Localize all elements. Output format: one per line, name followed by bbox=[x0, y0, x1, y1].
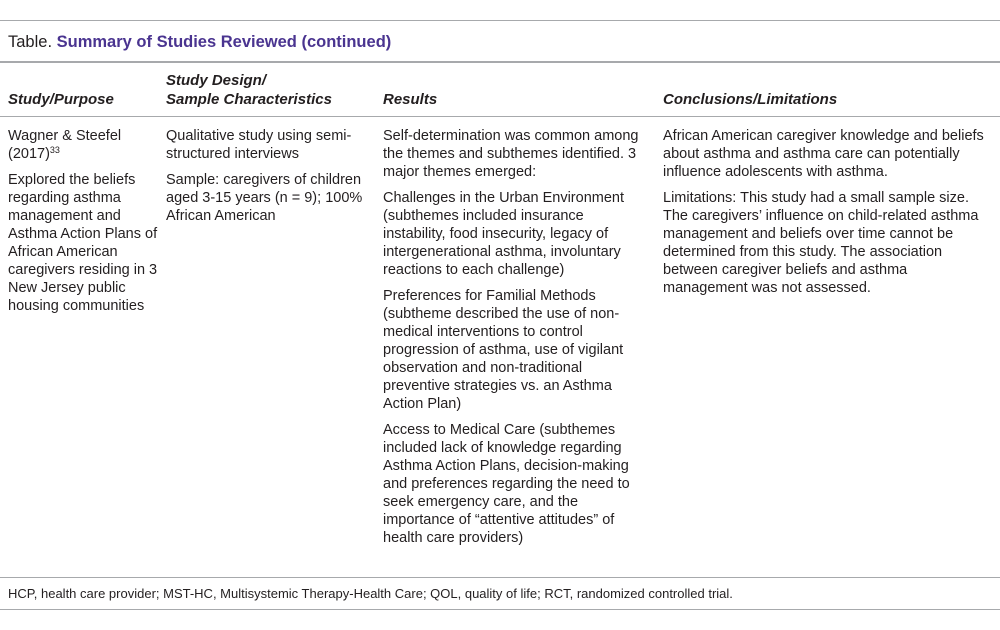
header-design-line1: Study Design/ bbox=[166, 72, 267, 89]
reference-number: 33 bbox=[49, 145, 60, 155]
table-footnote: HCP, health care provider; MST-HC, Multisystemic Therapy-Health Care; QOL, quality of life; RCT, randomized controlled trial. bbox=[8, 586, 733, 601]
cell-study-design bbox=[166, 127, 371, 233]
footnote-rule bbox=[0, 609, 1000, 610]
header-design-line2: Sample Characteristics bbox=[166, 91, 332, 108]
header-results: Results bbox=[383, 91, 438, 108]
header-rule bbox=[0, 116, 1000, 117]
design-text: Qualitative study using semi-structured interviews bbox=[166, 128, 352, 162]
header-study-purpose: Study/Purpose bbox=[8, 91, 114, 108]
cell-results bbox=[383, 127, 648, 555]
caption-label: Table. bbox=[8, 33, 57, 51]
table-bottom-rule bbox=[0, 577, 1000, 578]
results-theme-1: Challenges in the Urban Environment (subthemes included insurance instability, food insecurity, legacy of intergenerational asthma, involuntary reactions to each challenge) bbox=[383, 190, 624, 278]
top-rule bbox=[0, 20, 1000, 21]
cell-conclusions bbox=[663, 127, 993, 305]
cell-study-purpose bbox=[8, 127, 158, 323]
table-caption bbox=[8, 32, 391, 52]
limitations-text: Limitations: This study had a small sample size. The caregivers’ influence on child-related asthma management and beliefs over time cannot be determined from this study. The association between caregiver beliefs and asthma management was not assessed. bbox=[663, 190, 979, 296]
caption-title: Summary of Studies Reviewed (continued) bbox=[56, 33, 392, 51]
results-theme-3: Access to Medical Care (subthemes included lack of knowledge regarding Asthma Action Plans, decision-making and preferences regarding the need to seek emergency care, and the importance of “attentive attitudes” of health care providers) bbox=[383, 422, 630, 546]
sample-text: Sample: caregivers of children aged 3-15 years (n = 9); 100% African American bbox=[166, 172, 363, 224]
results-intro: Self-determination was common among the themes and subthemes identified. 3 major themes emerged: bbox=[383, 128, 639, 180]
study-author: Wagner & Steefel $(2017)^{33}$ bbox=[8, 128, 122, 162]
study-purpose-text: Explored the beliefs regarding asthma management and Asthma Action Plans of African American caregivers residing in 3 New Jersey public housing communities bbox=[8, 172, 158, 314]
conclusion-text: African American caregiver knowledge and beliefs about asthma and asthma care can potentially influence adolescents with asthma. bbox=[663, 128, 984, 180]
results-theme-2: Preferences for Familial Methods (subtheme described the use of non-medical interventions to control progression of asthma, use of vigilant observation and non-traditional preventive strategies vs. an Asthma Action Plan) bbox=[383, 288, 624, 412]
caption-rule bbox=[0, 61, 1000, 63]
header-study-design bbox=[166, 71, 376, 109]
header-conclusions: Conclusions/Limitations bbox=[663, 91, 838, 108]
